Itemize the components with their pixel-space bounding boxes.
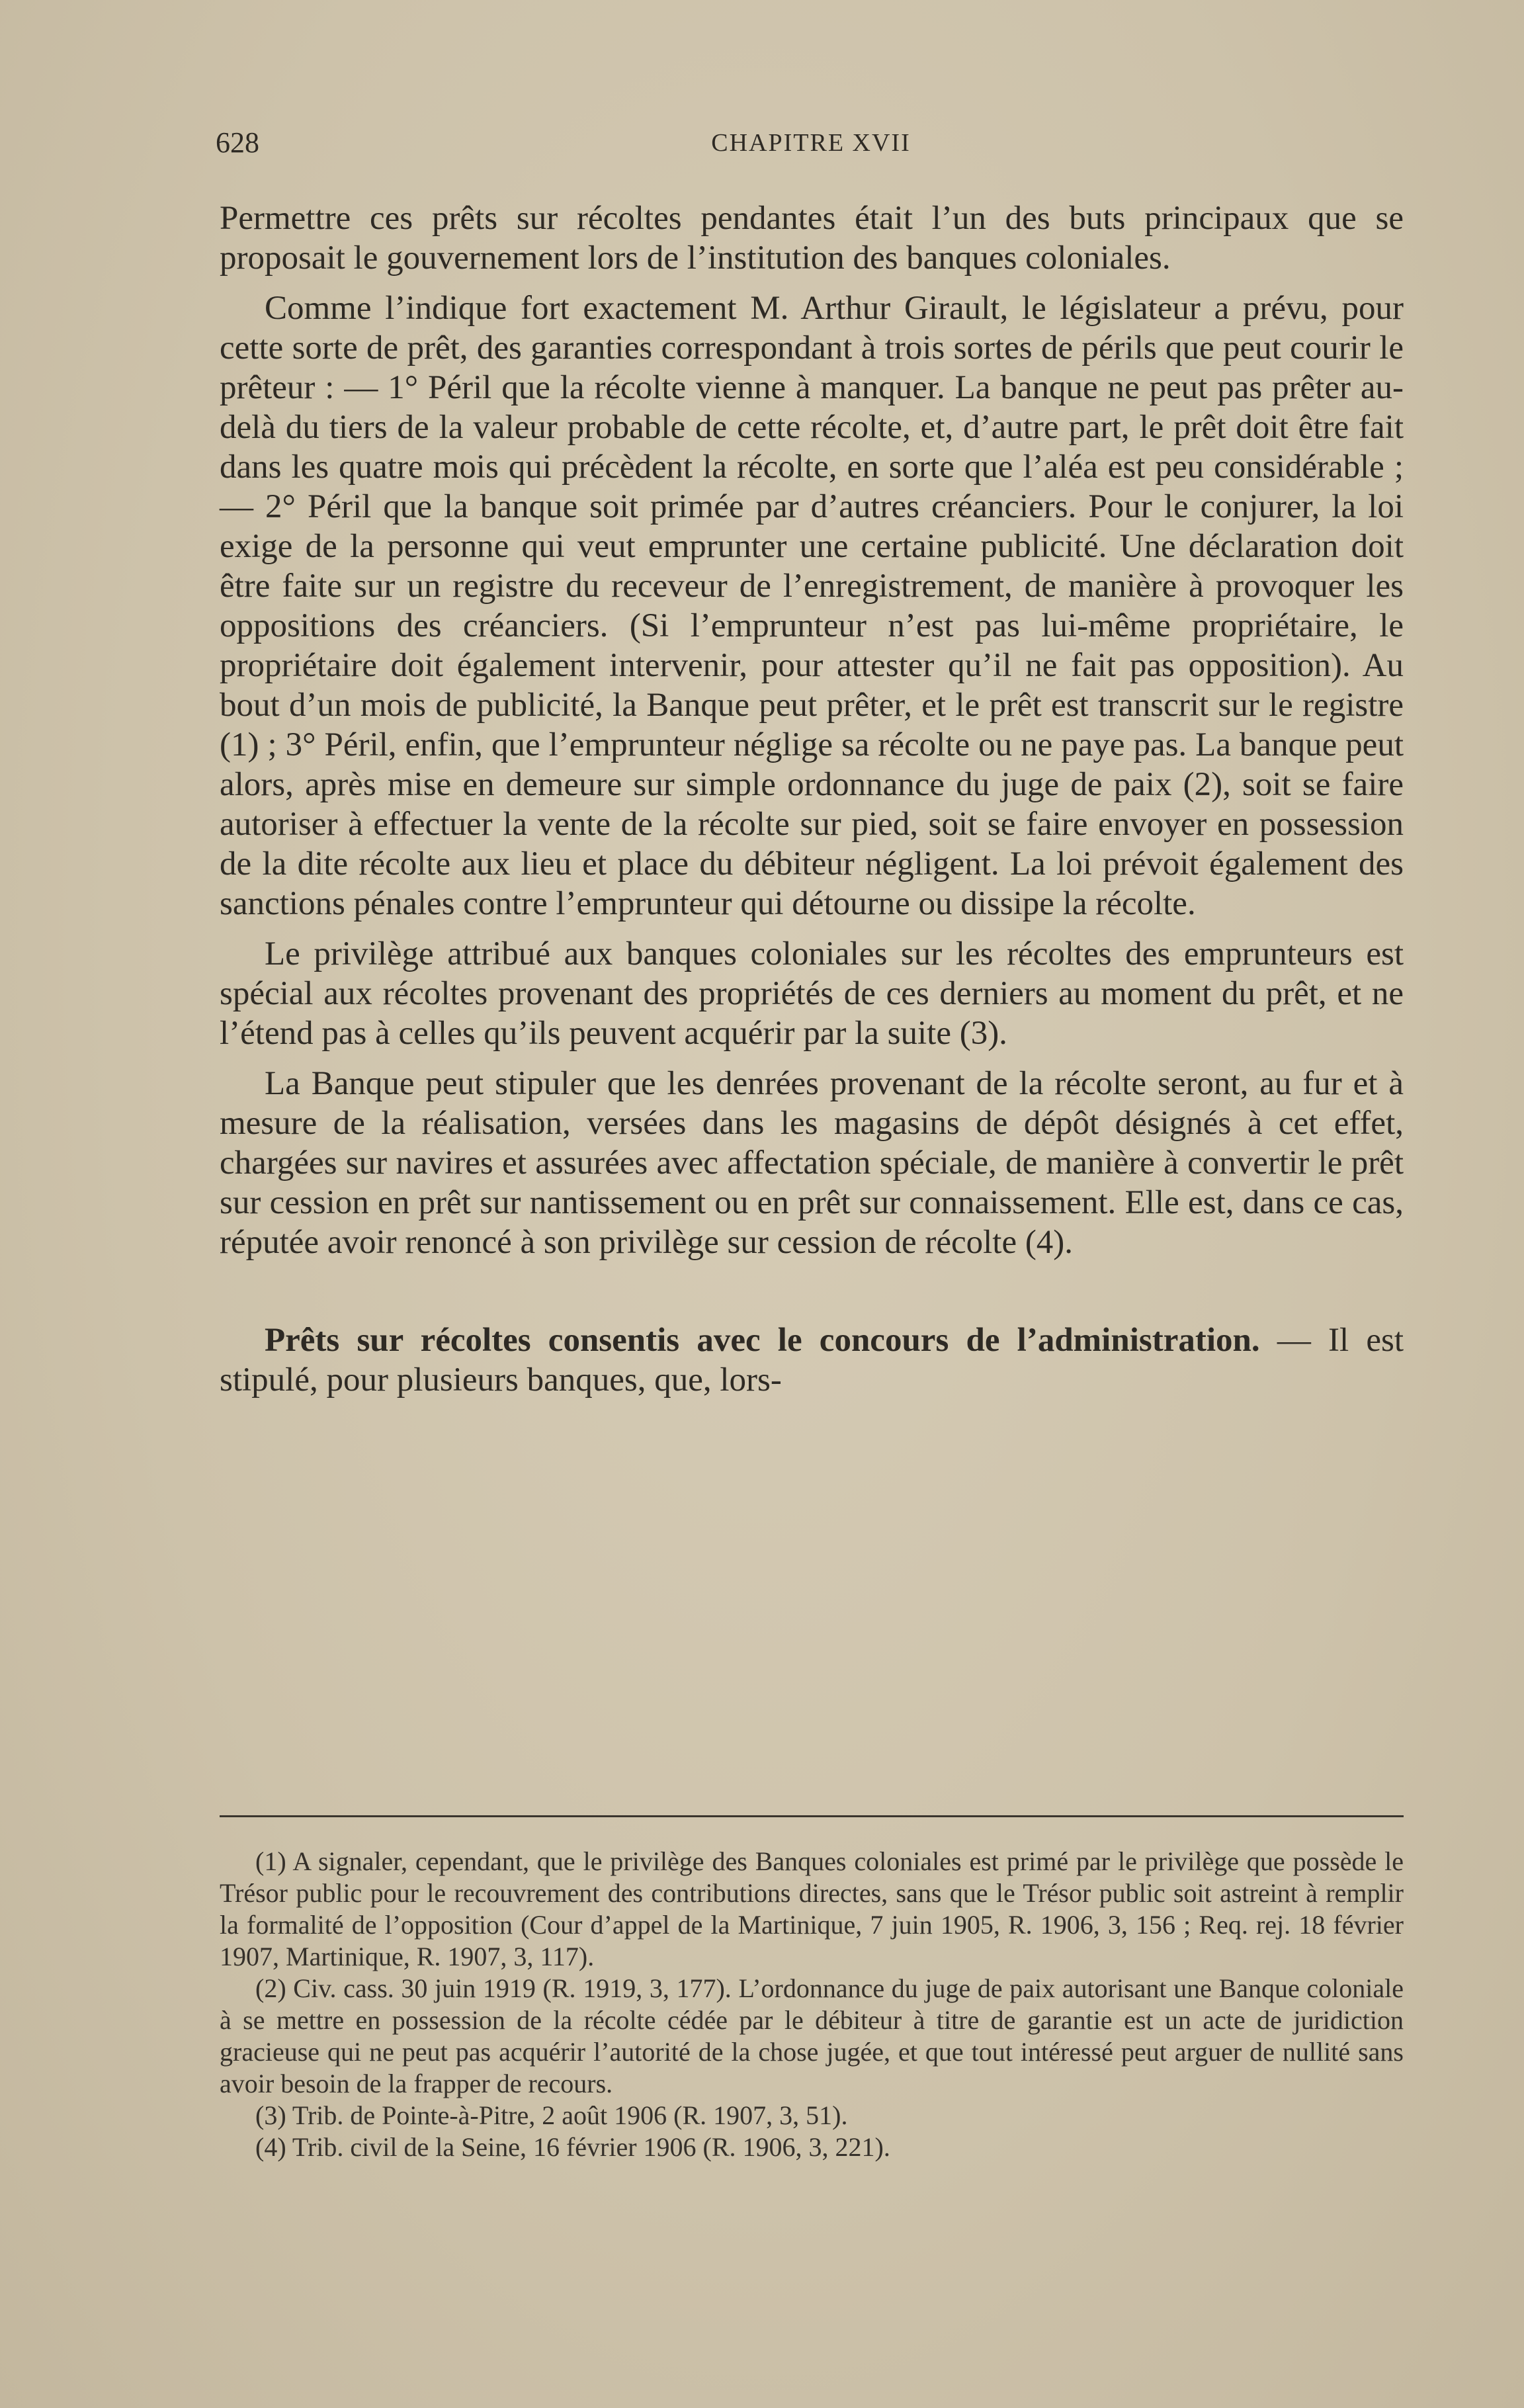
main-text [220, 198, 1404, 1400]
section-paragraph [220, 1320, 1404, 1400]
paragraph: Permettre ces prêts sur récoltes pendantes était l’un des buts principaux que se proposait le gouvernement lors de l’institution des banques coloniales. [220, 200, 1404, 277]
footnotes [220, 1846, 1404, 2163]
footnote: (2) Civ. cass. 30 juin 1919 (R. 1919, 3, 177). L’ordonnance du juge de paix autorisant une Banque coloniale à se mettre en possession de la récolte cédée par le débiteur à titre de garantie est un acte de juridiction gracieuse qui ne peut pas acquérir l’autorité de la chose jugée, et que tout intéressé peut arguer de nullité sans avoir besoin de la frapper de recours. [220, 1973, 1404, 2098]
section-text: — Il est stipulé, pour plusieurs banques, que, lors- [220, 1322, 1404, 1398]
paragraph: Comme l’indique fort exactement M. Arthur Girault, le législateur a prévu, pour cette sorte de prêt, des garanties correspondant à trois sortes de périls que peut courir le prêteur : — 1° Péril que la récolte vienne à manquer. La banque ne peut pas prêter au-delà du tiers de la valeur probable de cette récolte, et, d’autre part, le prêt doit être fait dans les quatre mois qui précèdent la récolte, en sorte que l’aléa est peu considérable ; — 2° Péril que la banque soit primée par d’autres créanciers. Pour le conjurer, la loi exige de la personne qui veut emprunter une certaine publicité. Une déclaration doit être faite sur un registre du receveur de l’enregistrement, de manière à provoquer les oppositions des créanciers. (Si l’emprunteur n’est pas lui-même propriétaire, le propriétaire doit également intervenir, pour attester qu’il ne fait pas opposition). Au bout d’un mois de publicité, la Banque peut prêter, et le prêt est transcrit sur le registre (1) ; 3° Péril, enfin, que l’emprunteur néglige sa récolte ou ne paye pas. La banque peut alors, après mise en demeure sur simple ordonnance du juge de paix (2), soit se faire autoriser à effectuer la vente de la récolte sur pied, soit se faire envoyer en possession de la dite récolte aux lieu et place du débiteur négligent. La loi prévoit également des sanctions pénales contre l’emprunteur qui détourne ou dissipe la récolte. [220, 290, 1404, 922]
running-header [216, 126, 1406, 165]
paragraph: La Banque peut stipuler que les denrées provenant de la récolte seront, au fur et à mesure de la réalisation, versées dans les magasins de dépôt désignés à cet effet, chargées sur navires et assurées avec affectation spéciale, de manière à convertir le prêt sur cession en prêt sur nantissement ou en prêt sur connaissement. Elle est, dans ce cas, réputée avoir renoncé à son privilège sur cession de récolte (4). [220, 1065, 1404, 1261]
footnote-divider [220, 1815, 1404, 1817]
footnote: (1) A signaler, cependant, que le privilège des Banques coloniales est primé par le privilège que possède le Trésor public pour le recouvrement des contributions directes, sans que le Trésor public soit astreint à remplir la formalité de l’opposition (Cour d’appel de la Martinique, 7 juin 1905, R. 1906, 3, 156 ; Req. rej. 18 février 1907, Martinique, R. 1907, 3, 117). [220, 1846, 1404, 1971]
section-heading: Prêts sur récoltes consentis avec le concours de l’administration. [265, 1322, 1260, 1359]
page-number: 628 [216, 126, 259, 159]
chapter-title: CHAPITRE XVII [711, 129, 911, 157]
footnote: (4) Trib. civil de la Seine, 16 février 1906 (R. 1906, 3, 221). [255, 2132, 890, 2162]
paragraph: Le privilège attribué aux banques coloniales sur les récoltes des emprunteurs est spécial aux récoltes provenant des propriétés de ces derniers au moment du prêt, et ne l’étend pas à celles qu’ils peuvent acquérir par la suite (3). [220, 935, 1404, 1052]
footnote: (3) Trib. de Pointe-à-Pitre, 2 août 1906 (R. 1907, 3, 51). [255, 2100, 848, 2130]
